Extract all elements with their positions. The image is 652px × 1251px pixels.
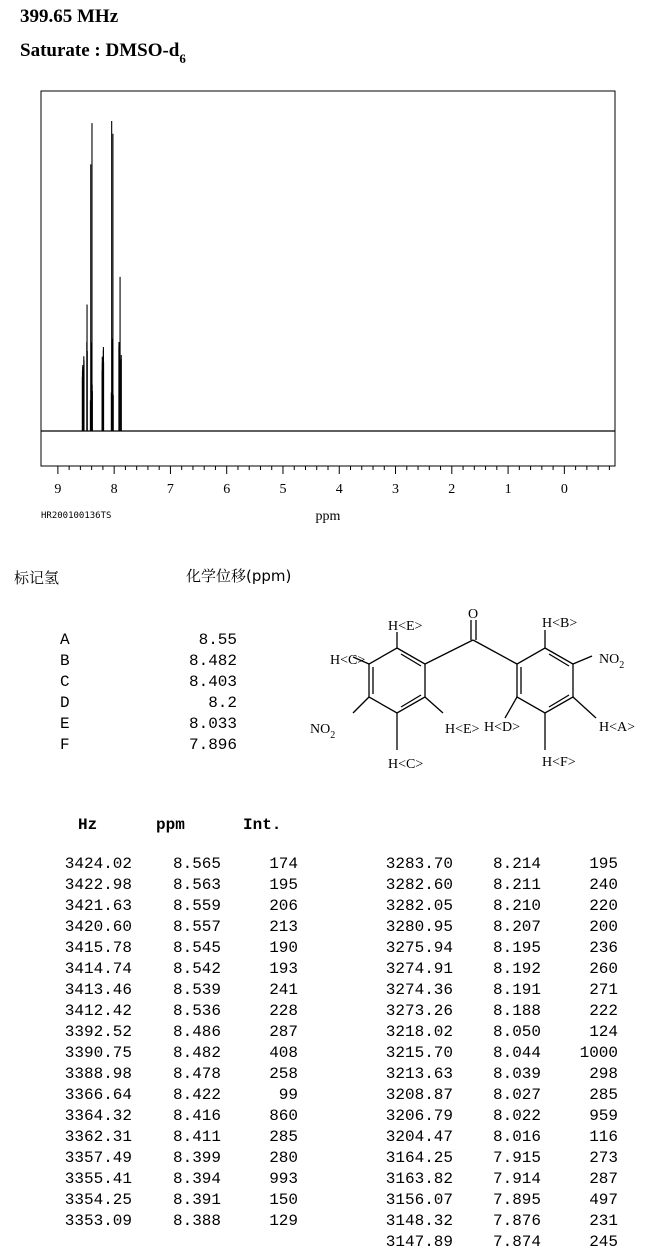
peak-ppm-cell: 8.482	[172, 1044, 221, 1062]
peak-hz-cell: 3282.60	[385, 876, 453, 894]
peak-int-cell: 240	[589, 876, 618, 894]
peak-ppm-cell: 8.391	[172, 1191, 221, 1209]
peak-hz-cell: 3388.98	[64, 1065, 132, 1083]
peak-ppm-cell: 7.876	[492, 1212, 541, 1230]
peak-int-cell: 124	[589, 1023, 618, 1041]
peak-ppm-cell: 8.207	[492, 918, 541, 936]
assignment-shift: 8.2	[208, 694, 237, 712]
peak-int-cell: 129	[269, 1212, 298, 1230]
peak-hz-cell: 3422.98	[64, 876, 132, 894]
peak-int-cell: 271	[589, 981, 618, 999]
assignment-shift: 8.403	[188, 673, 237, 691]
peak-hz-cell: 3420.60	[64, 918, 132, 936]
assignment-label: F	[60, 736, 70, 754]
chemical-structure	[300, 600, 645, 775]
atom-h-a: H<A>	[599, 720, 636, 735]
peak-int-cell: 236	[589, 939, 618, 957]
peak-int-cell: 200	[589, 918, 618, 936]
peak-int-cell: 260	[589, 960, 618, 978]
peak-ppm-cell: 8.559	[172, 897, 221, 915]
peak-ppm-cell: 8.016	[492, 1128, 541, 1146]
nmr-spectrum-chart	[0, 0, 652, 540]
peak-ppm-cell: 7.895	[492, 1191, 541, 1209]
peak-int-cell: 228	[269, 1002, 298, 1020]
peak-int-cell: 273	[589, 1149, 618, 1167]
peak-hz-cell: 3355.41	[64, 1170, 132, 1188]
peak-ppm-cell: 8.399	[172, 1149, 221, 1167]
peak-ppm-cell: 7.914	[492, 1170, 541, 1188]
atom-h-f: H<F>	[542, 755, 576, 770]
frequency-label: 399.65 MHz	[20, 6, 119, 27]
peak-hz-cell: 3282.05	[385, 897, 453, 915]
peak-ppm-cell: 8.416	[172, 1107, 221, 1125]
peak-hz-cell: 3283.70	[385, 855, 453, 873]
peak-int-cell: 241	[269, 981, 298, 999]
peak-int-cell: 287	[269, 1023, 298, 1041]
peak-hz-cell: 3421.63	[64, 897, 132, 915]
solvent-text: Saturate : DMSO-d	[20, 40, 180, 61]
peak-hz-cell: 3392.52	[64, 1023, 132, 1041]
x-axis-tick-label: 7	[166, 482, 174, 497]
peak-hz-cell: 3354.25	[64, 1191, 132, 1209]
peak-hz-cell: 3204.47	[385, 1128, 453, 1146]
peak-hz-cell: 3415.78	[64, 939, 132, 957]
peak-int-cell: 285	[269, 1128, 298, 1146]
peak-hz-cell: 3357.49	[64, 1149, 132, 1167]
peak-hz-cell: 3362.31	[64, 1128, 132, 1146]
x-axis-ticks	[54, 466, 609, 497]
peak-hz-cell: 3390.75	[64, 1044, 132, 1062]
structure-labels	[310, 607, 635, 772]
peak-ppm-cell: 8.545	[172, 939, 221, 957]
peak-int-cell: 213	[269, 918, 298, 936]
atom-h-e-bottom: H<E>	[445, 722, 480, 737]
peak-ppm-cell: 8.191	[492, 981, 541, 999]
peak-ppm-cell: 8.557	[172, 918, 221, 936]
peak-int-cell: 285	[589, 1086, 618, 1104]
peak-ppm-cell: 7.915	[492, 1149, 541, 1167]
peak-ppm-cell: 8.195	[492, 939, 541, 957]
atom-o: O	[468, 607, 479, 622]
peak-int-cell: 220	[589, 897, 618, 915]
x-axis-tick-label: 6	[223, 482, 231, 497]
peak-hz-cell: 3273.26	[385, 1002, 453, 1020]
peak-int-cell: 195	[589, 855, 618, 873]
atom-h-e-top: H<E>	[388, 619, 423, 634]
x-axis-tick-label: 5	[279, 482, 287, 497]
peak-table-header-ppm: ppm	[156, 816, 185, 834]
peak-hz-cell: 3163.82	[385, 1170, 453, 1188]
peak-hz-cell: 3353.09	[64, 1212, 132, 1230]
peak-hz-cell: 3412.42	[64, 1002, 132, 1020]
peak-hz-cell: 3366.64	[64, 1086, 132, 1104]
peak-int-cell: 1000	[579, 1044, 618, 1062]
peak-ppm-cell: 7.874	[492, 1233, 541, 1251]
atom-no2-right: $NO_2$	[599, 652, 625, 671]
peak-ppm-cell: 8.022	[492, 1107, 541, 1125]
peak-int-cell: 860	[269, 1107, 298, 1125]
x-axis-tick-label: 4	[335, 482, 343, 497]
peak-ppm-cell: 8.542	[172, 960, 221, 978]
x-axis-tick-label: 2	[448, 482, 456, 497]
peak-int-cell: 116	[589, 1128, 618, 1146]
assignment-shift: 8.482	[188, 652, 237, 670]
peak-int-cell: 206	[269, 897, 298, 915]
peak-int-cell: 280	[269, 1149, 298, 1167]
peak-int-cell: 959	[589, 1107, 618, 1125]
peak-hz-cell: 3274.36	[385, 981, 453, 999]
assignment-col2-header: 化学位移(ppm)	[186, 567, 292, 585]
atom-h-b: H<B>	[542, 616, 578, 631]
peak-hz-cell: 3156.07	[385, 1191, 453, 1209]
peak-hz-cell: 3424.02	[64, 855, 132, 873]
peak-table-header-hz: Hz	[78, 816, 98, 834]
peak-ppm-cell: 8.039	[492, 1065, 541, 1083]
assignment-label: D	[60, 694, 70, 712]
peak-int-cell: 298	[589, 1065, 618, 1083]
atom-no2-left: $NO_2$	[310, 722, 336, 741]
peak-int-cell: 222	[589, 1002, 618, 1020]
assignment-shift: 8.033	[188, 715, 237, 733]
peak-int-cell: 174	[269, 855, 298, 873]
peak-hz-cell: 3275.94	[385, 939, 453, 957]
peak-ppm-cell: 8.478	[172, 1065, 221, 1083]
peak-ppm-cell: 8.563	[172, 876, 221, 894]
spectrum-frame	[41, 91, 615, 466]
sample-code: HR200100136TS	[41, 511, 112, 521]
peak-table-header-int: Int.	[243, 816, 282, 834]
peak-int-cell: 497	[589, 1191, 618, 1209]
peak-hz-cell: 3206.79	[385, 1107, 453, 1125]
peak-hz-cell: 3413.46	[64, 981, 132, 999]
atom-h-d: H<D>	[484, 720, 521, 735]
x-axis-tick-label: 1	[504, 482, 512, 497]
peak-hz-cell: 3215.70	[385, 1044, 453, 1062]
assignment-label: B	[60, 652, 70, 670]
peak-ppm-cell: 8.388	[172, 1212, 221, 1230]
peak-ppm-cell: 8.027	[492, 1086, 541, 1104]
peak-int-cell: 190	[269, 939, 298, 957]
peak-hz-cell: 3147.89	[385, 1233, 453, 1251]
peak-hz-cell: 3364.32	[64, 1107, 132, 1125]
assignment-shift: 8.55	[198, 631, 237, 649]
peak-int-cell: 231	[589, 1212, 618, 1230]
atom-h-c-bottom: H<C>	[388, 757, 424, 772]
x-axis-tick-label: 8	[110, 482, 118, 497]
assignment-col1-header: 标记氢	[14, 569, 60, 587]
peak-hz-cell: 3218.02	[385, 1023, 453, 1041]
peak-hz-cell: 3148.32	[385, 1212, 453, 1230]
peak-ppm-cell: 8.214	[492, 855, 541, 873]
peak-int-cell: 150	[269, 1191, 298, 1209]
peak-int-cell: 99	[278, 1086, 298, 1104]
peak-hz-cell: 3164.25	[385, 1149, 453, 1167]
peak-ppm-cell: 8.486	[172, 1023, 221, 1041]
peak-ppm-cell: 8.394	[172, 1170, 221, 1188]
x-axis-tick-label: 0	[560, 482, 568, 497]
peak-ppm-cell: 8.211	[492, 876, 541, 894]
peak-hz-cell: 3414.74	[64, 960, 132, 978]
assignment-shift: 7.896	[188, 736, 237, 754]
peak-ppm-cell: 8.210	[492, 897, 541, 915]
assignment-label: C	[60, 673, 70, 691]
peak-ppm-cell: 8.192	[492, 960, 541, 978]
peak-ppm-cell: 8.188	[492, 1002, 541, 1020]
peak-ppm-cell: 8.044	[492, 1044, 541, 1062]
peak-hz-cell: 3280.95	[385, 918, 453, 936]
peak-ppm-cell: 8.422	[172, 1086, 221, 1104]
peak-ppm-cell: 8.539	[172, 981, 221, 999]
peak-ppm-cell: 8.411	[172, 1128, 221, 1146]
peak-int-cell: 258	[269, 1065, 298, 1083]
peak-int-cell: 993	[269, 1170, 298, 1188]
peak-int-cell: 245	[589, 1233, 618, 1251]
peak-hz-cell: 3213.63	[385, 1065, 453, 1083]
solvent-subscript: 6	[179, 51, 186, 66]
peak-int-cell: 408	[269, 1044, 298, 1062]
peak-int-cell: 193	[269, 960, 298, 978]
peak-int-cell: 287	[589, 1170, 618, 1188]
x-axis-tick-label: 9	[54, 482, 62, 497]
peak-hz-cell: 3208.87	[385, 1086, 453, 1104]
peak-int-cell: 195	[269, 876, 298, 894]
x-axis-label: ppm	[315, 509, 341, 524]
peak-ppm-cell: 8.536	[172, 1002, 221, 1020]
assignment-label: A	[60, 631, 70, 649]
x-axis-tick-label: 3	[392, 482, 400, 497]
spectrum-peaks	[41, 121, 615, 431]
peak-hz-cell: 3274.91	[385, 960, 453, 978]
atom-h-c-left: H<C>	[330, 653, 366, 668]
peak-ppm-cell: 8.565	[172, 855, 221, 873]
assignment-label: E	[60, 715, 70, 733]
peak-ppm-cell: 8.050	[492, 1023, 541, 1041]
